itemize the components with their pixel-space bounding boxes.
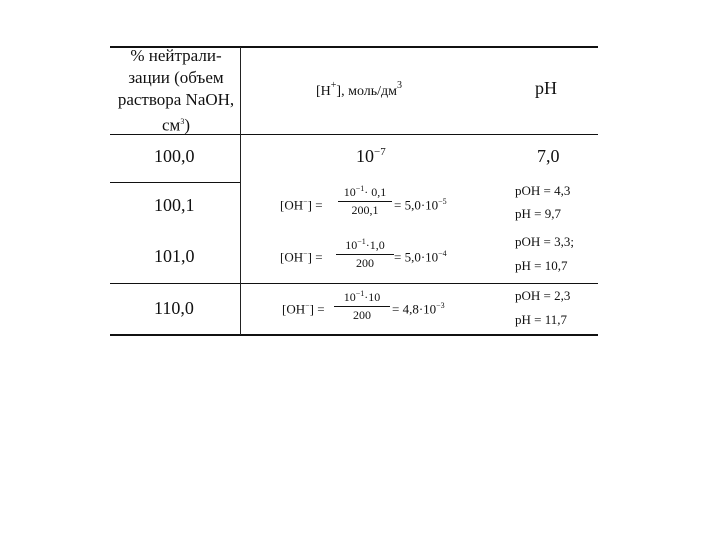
header-ph: pH — [535, 78, 557, 98]
concentration-cell: $10^{-7}$ — [356, 146, 386, 166]
row-divider — [110, 182, 240, 183]
header-neutralization: % нейтрали-зации (объем раствора NaOH, $см^3$) — [117, 46, 235, 135]
ph-cell: pH = 9,7 — [515, 206, 561, 221]
oh-rhs: = $5,0\cdot 10^{-5}$ — [394, 197, 447, 213]
header-h-concentration: [H+], моль/$дм^3$ — [316, 80, 403, 99]
percent-cell: 101,0 — [154, 246, 195, 266]
oh-lhs: [OH−] = — [282, 301, 325, 317]
percent-cell: 100,1 — [154, 195, 195, 215]
ph-cell: pH = 11,7 — [515, 312, 567, 327]
ph-cell: 7,0 — [537, 146, 560, 166]
poh-cell: pOH = 2,3 — [515, 288, 571, 303]
percent-cell: 100,0 — [154, 146, 195, 166]
oh-fraction: $10^{-1}\cdot 0,1$ 200,1 — [338, 184, 392, 218]
oh-fraction: $10^{-1}\cdot 1,0$ 200 — [336, 237, 394, 271]
poh-cell: pOH = 3,3; — [515, 234, 574, 249]
oh-lhs: [OH−] = — [280, 249, 323, 265]
column-divider — [240, 47, 241, 335]
percent-cell: 110,0 — [154, 298, 194, 318]
oh-rhs: = $5,0\cdot 10^{-4}$ — [394, 249, 447, 265]
ph-cell: pH = 10,7 — [515, 258, 568, 273]
oh-rhs: = $4,8\cdot 10^{-3}$ — [392, 301, 445, 317]
row-divider — [110, 283, 598, 284]
table-bottom-border — [110, 334, 598, 336]
oh-lhs: [OH−] = — [280, 197, 323, 213]
poh-cell: pOH = 4,3 — [515, 183, 571, 198]
oh-fraction: $10^{-1}\cdot 10$ 200 — [334, 289, 390, 323]
